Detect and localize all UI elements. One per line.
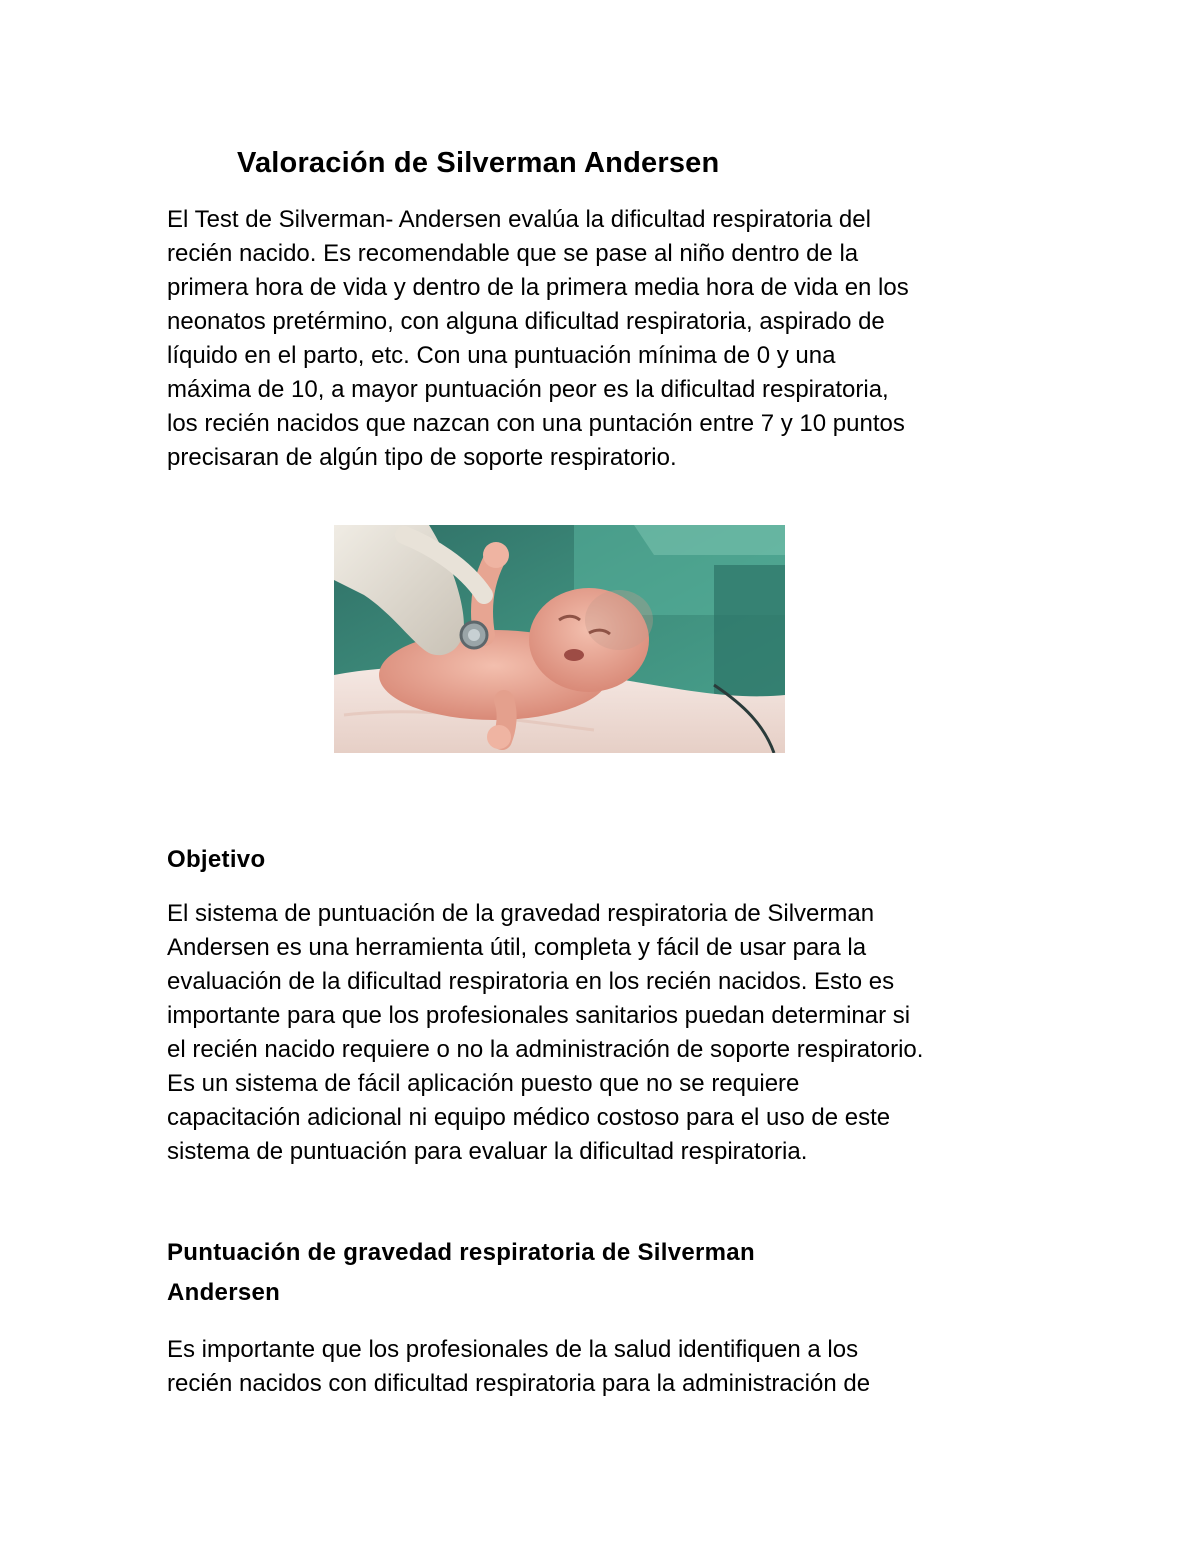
intro-line: El Test de Silverman- Andersen evalúa la dificultad respiratoria del bbox=[167, 206, 871, 233]
objetivo-heading-text: Objetivo bbox=[167, 846, 266, 873]
objetivo-line: capacitación adicional ni equipo médico costoso para el uso de este bbox=[167, 1104, 891, 1131]
puntuacion-heading bbox=[167, 1233, 755, 1313]
intro-paragraph bbox=[167, 203, 1047, 475]
objetivo-line: Es un sistema de fácil aplicación puesto que no se requiere bbox=[167, 1070, 800, 1097]
puntuacion-heading-line: Puntuación de gravedad respiratoria de Silverman bbox=[167, 1239, 755, 1266]
objetivo-line: El sistema de puntuación de la gravedad respiratoria de Silverman bbox=[167, 900, 875, 927]
objetivo-heading bbox=[167, 840, 265, 880]
puntuacion-line: Es importante que los profesionales de la salud identifiquen a los bbox=[167, 1336, 859, 1363]
newborn-photo bbox=[334, 525, 785, 753]
puntuacion-paragraph bbox=[167, 1333, 1047, 1401]
intro-line: los recién nacidos que nazcan con una puntación entre 7 y 10 puntos bbox=[167, 410, 905, 437]
newborn-stethoscope-illustration bbox=[334, 525, 785, 753]
document-title: Valoración de Silverman Andersen bbox=[237, 147, 720, 179]
objetivo-line: importante para que los profesionales sanitarios puedan determinar si bbox=[167, 1002, 911, 1029]
objetivo-line: sistema de puntuación para evaluar la dificultad respiratoria. bbox=[167, 1138, 808, 1165]
objetivo-line: el recién nacido requiere o no la administración de soporte respiratorio. bbox=[167, 1036, 924, 1063]
objetivo-line: Andersen es una herramienta útil, completa y fácil de usar para la bbox=[167, 934, 867, 961]
objetivo-paragraph bbox=[167, 897, 1047, 1169]
puntuacion-heading-line: Andersen bbox=[167, 1279, 281, 1306]
puntuacion-line: recién nacidos con dificultad respiratoria para la administración de bbox=[167, 1370, 871, 1397]
intro-line: máxima de 10, a mayor puntuación peor es la dificultad respiratoria, bbox=[167, 376, 889, 403]
objetivo-line: evaluación de la dificultad respiratoria en los recién nacidos. Esto es bbox=[167, 968, 895, 995]
intro-line: neonatos pretérmino, con alguna dificultad respiratoria, aspirado de bbox=[167, 308, 885, 335]
intro-line: recién nacido. Es recomendable que se pase al niño dentro de la bbox=[167, 240, 859, 267]
intro-line: primera hora de vida y dentro de la primera media hora de vida en los bbox=[167, 274, 909, 301]
intro-line: líquido en el parto, etc. Con una puntuación mínima de 0 y una bbox=[167, 342, 836, 369]
intro-line: precisaran de algún tipo de soporte respiratorio. bbox=[167, 444, 677, 471]
